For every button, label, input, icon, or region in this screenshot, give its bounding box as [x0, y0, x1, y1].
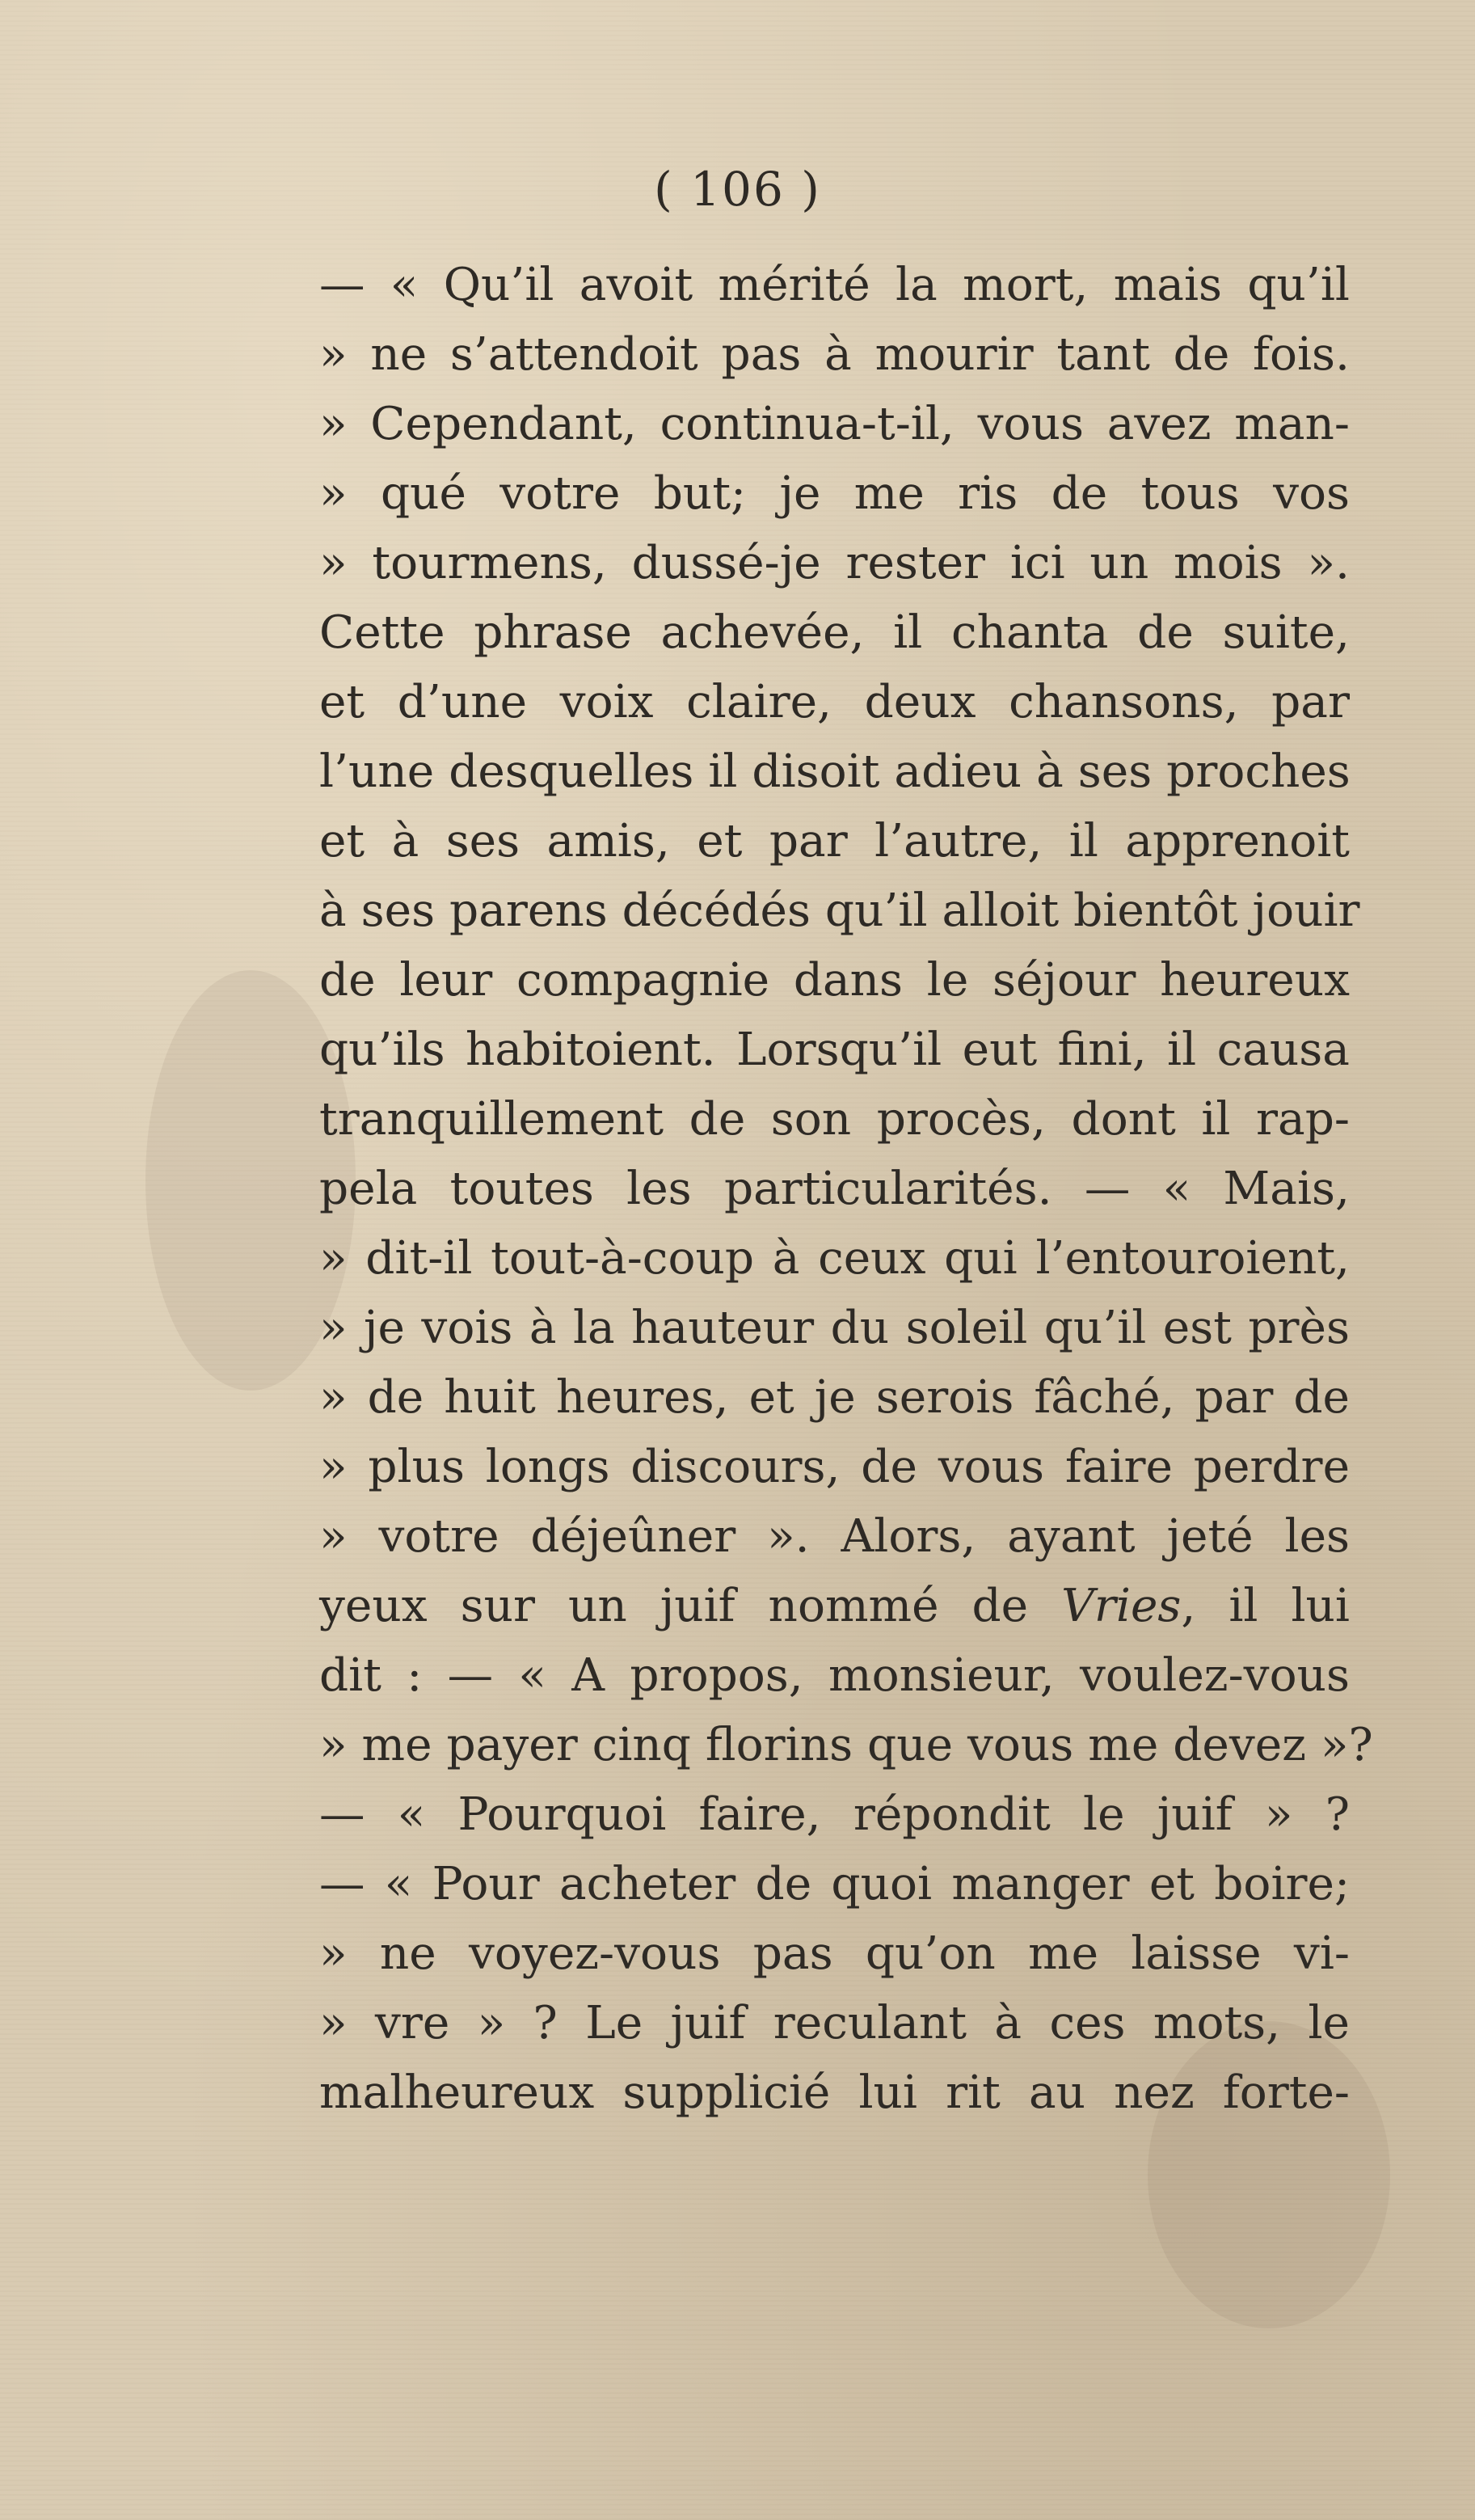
text-line: » qué votre but; je me ris de tous vos [319, 467, 1350, 520]
text-line: et d’une voix claire, deux chansons, par [319, 676, 1350, 728]
body-text [319, 251, 1373, 2128]
text-line: et à ses amis, et par l’autre, il apprenoit [319, 815, 1350, 867]
text-line: de leur compagnie dans le séjour heureux [319, 954, 1350, 1007]
italic-name: Vries [1061, 1580, 1182, 1632]
text-line: — « Pour acheter de quoi manger et boire; [319, 1858, 1350, 1910]
text-line: qu’ils habitoient. Lorsqu’il eut fini, il causa [319, 1024, 1350, 1076]
text-line: — « Qu’il avoit mérité la mort, mais qu’il [319, 259, 1350, 311]
text-line: » plus longs discours, de vous faire perdre [319, 1441, 1350, 1493]
text-line: dit : — « A propos, monsieur, voulez-vous [319, 1649, 1350, 1702]
text-line: » ne s’attendoit pas à mourir tant de fois. [319, 328, 1350, 381]
text-line: l’une desquelles il disoit adieu à ses proches [319, 745, 1351, 798]
text-line: » me payer cinq florins que vous me devez »? [319, 1719, 1373, 1771]
text-line: » je vois à la hauteur du soleil qu’il est près [319, 1302, 1350, 1354]
text-line: » tourmens, dussé-je rester ici un mois ». [319, 537, 1350, 589]
text-line: » ne voyez-vous pas qu’on me laisse vi- [319, 1927, 1350, 1980]
text-line: Cette phrase achevée, il chanta de suite, [319, 606, 1350, 659]
text-line: malheureux supplicié lui rit au nez forte- [319, 2066, 1350, 2119]
text-line: » Cependant, continua-t-il, vous avez man- [319, 398, 1350, 450]
text-line: à ses parens décédés qu’il alloit bientôt jouir [319, 884, 1360, 937]
text-line: tranquillement de son procès, dont il rap- [319, 1093, 1350, 1146]
line-text-after-name: , il lui [1181, 1580, 1350, 1632]
line-text-before-name: yeux sur un juif nommé de [319, 1580, 1029, 1632]
text-line: » de huit heures, et je serois fâché, par de [319, 1371, 1350, 1424]
text-line: — « Pourquoi faire, répondit le juif » ? [319, 1788, 1350, 1841]
text-line: » dit-il tout-à-coup à ceux qui l’entouroient, [319, 1232, 1350, 1285]
page-number: ( 106 ) [654, 162, 821, 217]
text-line: » votre déjeûner ». Alors, ayant jeté les [319, 1510, 1350, 1563]
text-line-with-name [319, 1572, 1350, 1641]
text-line: pela toutes les particularités. — « Mais, [319, 1163, 1350, 1215]
text-line: » vre » ? Le juif reculant à ces mots, le [319, 1997, 1350, 2049]
